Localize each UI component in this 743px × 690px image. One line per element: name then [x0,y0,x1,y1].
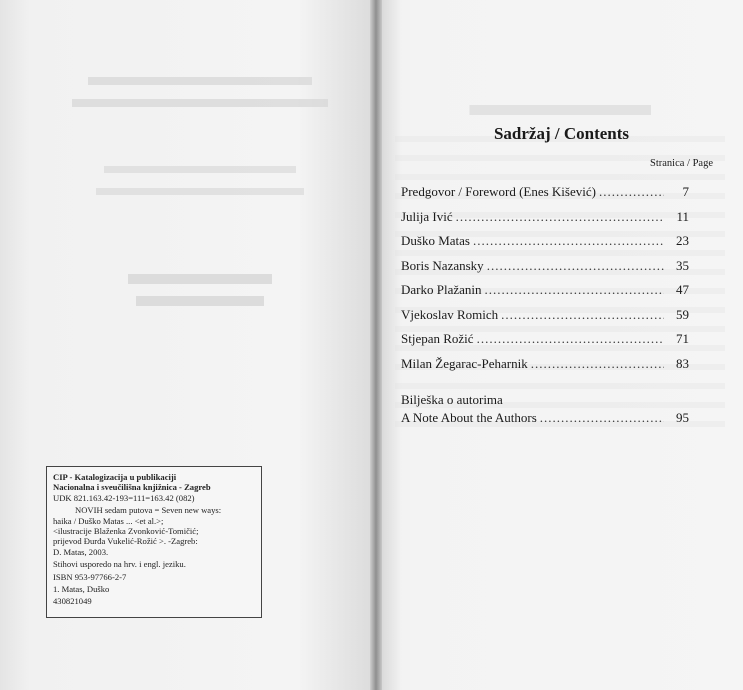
cip-publisher-line: D. Matas, 2003. [53,546,109,557]
contents-entry [401,233,689,258]
entry-leader [501,307,664,323]
entry-leader [477,331,664,347]
contents-entry [401,184,689,209]
cip-authors-line: haika / Duško Matas ... <et al.>; [53,515,164,526]
final-entry-title-en: A Note About the Authors [401,410,537,425]
entry-title: Boris Nazansky [401,257,484,273]
cip-language-note: Stihovi usporedo na hrv. i engl. jeziku. [53,559,186,570]
entry-leader [487,258,664,274]
entry-leader [531,356,664,372]
contents-final-entry [401,392,689,435]
entry-page: 7 [682,184,689,199]
contents-entry [401,282,689,307]
cip-udk: UDK 821.163.42-193=111=163.42 (082) [53,492,195,503]
entry-title: Stjepan Rožić [401,331,474,346]
entry-page: 59 [676,306,689,322]
book-gutter [370,0,382,690]
entry-title: Duško Matas [401,233,470,248]
cip-illustrations-line: <ilustracije Blaženka Zvonković-Tomičić; [53,526,199,537]
contents-list [401,184,689,380]
final-entry-page: 95 [676,410,689,425]
entry-leader [485,282,664,298]
entry-leader [456,209,664,225]
entry-title: Darko Plažanin [401,282,482,297]
cip-number: 430821049 [53,596,92,607]
entry-title: Julija Ivić [401,208,453,224]
entry-title: Milan Žegarac-Peharnik [401,355,528,371]
entry-page: 11 [676,208,689,224]
contents-entry [401,356,689,381]
entry-page: 47 [676,282,689,297]
entry-title: Predgovor / Foreword (Enes Kišević) [401,184,596,199]
contents-entry [401,331,689,356]
cip-translation-line: prijevod Đurđa Vukelić-Rožić >. -Zagreb: [53,536,198,547]
cip-subject: 1. Matas, Duško [53,584,110,595]
entry-page: 23 [676,233,689,248]
cip-record-box [46,466,262,618]
contents-entry [401,258,689,283]
cip-library: Nacionalna i sveučilišna knjižnica - Zagreb [53,482,211,493]
entry-title: Vjekoslav Romich [401,306,499,322]
entry-leader [473,233,664,249]
bleed-through-left [40,70,360,312]
entry-page: 83 [676,355,689,371]
contents-page-label: Stranica / Page [650,158,713,169]
final-entry-title-hr: Bilješka o autorima [401,392,503,407]
contents-entry [401,209,689,234]
final-entry-row [401,410,689,435]
contents-entry [401,307,689,332]
entry-leader [540,410,664,426]
entry-page: 35 [676,257,689,273]
entry-page: 71 [676,331,689,346]
cip-title-line: NOVIH sedam putova = Seven new ways: [75,505,222,516]
contents-title: Sadržaj / Contents [493,124,630,143]
cip-heading: CIP - Katalogizacija u publikaciji [53,472,177,482]
cip-isbn: ISBN 953-97766-2-7 [53,571,127,582]
entry-leader [599,184,664,200]
